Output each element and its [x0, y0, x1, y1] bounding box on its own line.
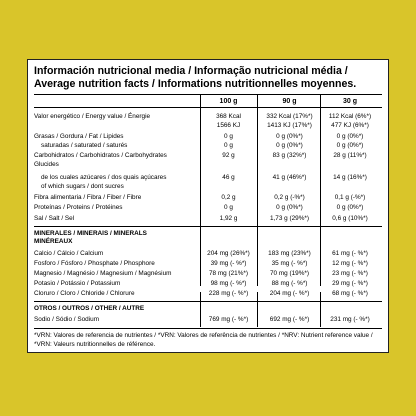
row-label: Fibra alimentaria / Fibra / Fiber / Fibre [34, 194, 142, 201]
mineral-value: 88 mg (- %*) [271, 280, 308, 287]
section-divider [34, 301, 382, 302]
row-value: 14 g (16%*) [333, 174, 367, 181]
mineral-label: Magnesio / Magnésio / Magnesium / Magnésium [34, 270, 172, 277]
mineral-value: 204 mg (- %*) [269, 290, 310, 297]
mineral-label: Potasio / Potássio / Potassium [34, 280, 121, 287]
row-value: 477 KJ (6%*) [331, 122, 369, 129]
row-value: 368 Kcal [216, 113, 241, 120]
mineral-value: 35 mg (- %*) [271, 260, 308, 267]
section-divider [34, 226, 382, 227]
row-value: 83 g (32%*) [272, 152, 307, 159]
mineral-label: Cloruro / Cloro / Chloride / Chlorure [34, 290, 135, 297]
mineral-value: 61 mg (- %*) [332, 250, 368, 257]
other-value: 692 mg (- %*) [269, 316, 310, 323]
row-label: of which sugars / dont sucres [41, 183, 124, 190]
row-value: 0,2 g (-%*) [274, 194, 305, 201]
header-divider [34, 107, 382, 108]
row-value: 0 g (0%*) [336, 204, 364, 211]
minerals-header: MINERALES / MINERAIS / MINERALS [34, 230, 147, 237]
row-value: 0 g [224, 204, 233, 211]
mineral-label: Calcio / Cálcio / Calcium [34, 250, 104, 257]
row-value: 112 Kcal (6%*) [328, 113, 372, 120]
mineral-value: 204 mg (26%*) [207, 250, 250, 257]
column-header-90g: 90 g [282, 98, 297, 105]
footnote: *VRN: Valores de referencia de nutrientes / *VRN: Valores de referência de nutrientes / *NRV: Nutrient reference value / *VRN: Valeurs nutritionnelles de référence. [34, 332, 373, 348]
row-value: 0 g (0%*) [276, 204, 303, 211]
row-label: saturadas / saturated / saturés [41, 142, 128, 149]
row-value: 0,1 g (-%*) [334, 194, 366, 201]
row-value: 0,2 g [221, 194, 236, 201]
mineral-value: 29 mg (- %*) [332, 280, 368, 287]
other-value: 231 mg (- %*) [330, 316, 370, 323]
row-value: 1,92 g [219, 215, 238, 222]
column-divider [320, 292, 321, 327]
panel-title: Información nutricional media / Informação nutricional média / Average nutrition facts / Informations nutritionnelles moyennes. [34, 65, 357, 90]
column-divider [200, 292, 201, 327]
row-value: 1413 KJ (17%*) [267, 122, 312, 129]
row-value: 0 g [224, 142, 233, 149]
row-label: Grasas / Gordura / Fat / Lipides [34, 133, 124, 140]
other-value: 769 mg (- %*) [208, 316, 249, 323]
row-value: 46 g [222, 174, 235, 181]
column-header-30g: 30 g [342, 98, 357, 105]
row-label: Proteínas / Proteins / Protéines [34, 204, 123, 211]
mineral-value: 12 mg (- %*) [332, 260, 368, 267]
row-label: Glucides [34, 161, 59, 168]
mineral-value: 70 mg (19%*) [269, 270, 310, 277]
minerals-header: MINÉREAUX [34, 238, 73, 245]
section-divider [34, 328, 382, 329]
row-value: 92 g [222, 152, 235, 159]
row-value: 0,6 g (10%*) [332, 215, 368, 222]
mineral-value: 228 mg (- %*) [208, 290, 249, 297]
column-divider [320, 94, 321, 286]
mineral-value: 98 mg (- %*) [210, 280, 247, 287]
mineral-value: 39 mg (- %*) [210, 260, 247, 267]
row-value: 0 g (0%*) [276, 133, 303, 140]
row-value: 1,73 g (29%*) [269, 215, 310, 222]
column-divider [200, 94, 201, 286]
column-divider [257, 94, 258, 286]
row-label: Sal / Salt / Sel [34, 215, 75, 222]
row-value: 0 g (0%*) [276, 142, 303, 149]
row-label: Carbohidratos / Carbohidratos / Carbohydrates [34, 152, 167, 159]
row-label: Valor energético / Energy value / Énergie [34, 113, 151, 120]
column-header-100g: 100 g [219, 98, 238, 105]
mineral-value: 183 mg (23%*) [268, 250, 311, 257]
mineral-label: Fosforo / Fósforo / Phosphate / Phosphore [34, 260, 155, 267]
other-label: Sodio / Sódio / Sodium [34, 316, 100, 323]
row-value: 28 g (11%*) [333, 152, 367, 159]
row-value: 0 g [224, 133, 233, 140]
row-value: 1566 KJ [216, 122, 241, 129]
row-value: 0 g (0%*) [336, 133, 364, 140]
title-divider [34, 94, 382, 95]
row-label: de los cuales azúcares / dos quais açúcares [41, 174, 167, 181]
nutrition-facts-panel [27, 59, 389, 353]
column-divider [257, 292, 258, 327]
others-header: OTROS / OUTROS / OTHER / AUTRE [34, 305, 145, 312]
mineral-value: 23 mg (- %*) [332, 270, 368, 277]
mineral-value: 68 mg (- %*) [332, 290, 368, 297]
mineral-value: 78 mg (21%*) [208, 270, 249, 277]
row-value: 41 g (46%*) [272, 174, 307, 181]
row-value: 0 g (0%*) [336, 142, 364, 149]
row-value: 332 Kcal (17%*) [266, 113, 313, 120]
